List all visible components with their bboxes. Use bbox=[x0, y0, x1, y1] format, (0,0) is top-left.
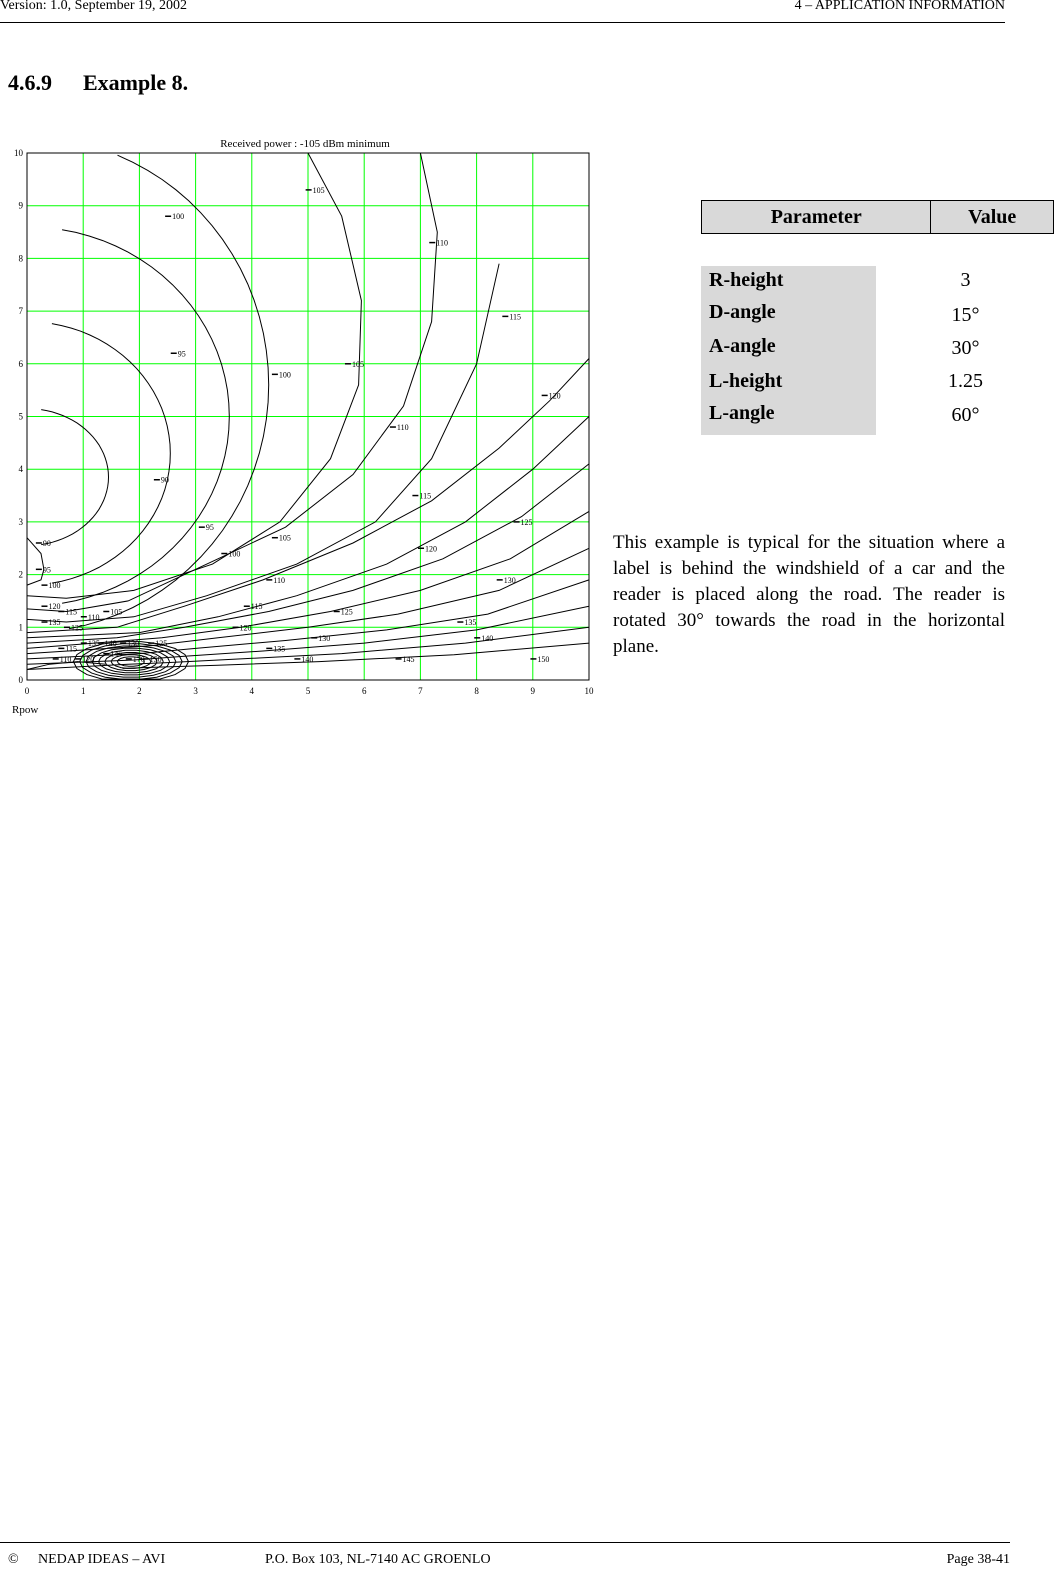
page-header bbox=[0, 0, 1005, 23]
param-value: 15° bbox=[951, 304, 980, 326]
x-tick-label: 9 bbox=[530, 686, 536, 696]
contour-label: 120 bbox=[82, 654, 95, 664]
contour-label: 100 bbox=[278, 370, 291, 380]
contour-line bbox=[41, 410, 108, 545]
contour-label: 115 bbox=[65, 644, 78, 654]
y-tick-label: 6 bbox=[18, 358, 23, 369]
contour-label: 105 bbox=[351, 359, 364, 369]
contour-label: 135 bbox=[48, 618, 61, 628]
contour-label: 105 bbox=[278, 533, 291, 543]
chart-grid bbox=[27, 153, 589, 680]
y-tick-label: 8 bbox=[18, 253, 23, 264]
y-tick-label: 0 bbox=[18, 675, 23, 685]
param-row bbox=[701, 332, 1054, 364]
param-value: 1.25 bbox=[948, 370, 983, 392]
param-value: 3 bbox=[960, 269, 971, 291]
contour-label: 90 bbox=[42, 538, 51, 548]
y-tick-label: 1 bbox=[18, 622, 23, 633]
contour-label: 100 bbox=[172, 212, 185, 222]
contour-label: 140 bbox=[481, 633, 494, 643]
x-tick-label: 10 bbox=[584, 686, 594, 696]
contour-label: 105 bbox=[110, 607, 123, 617]
contour-label: 90 bbox=[160, 475, 169, 485]
contour-label: 125 bbox=[340, 607, 353, 617]
param-name: R-height bbox=[701, 266, 876, 298]
param-row bbox=[701, 398, 1054, 435]
contour-label: 145 bbox=[110, 649, 123, 659]
chart-title: Received power : -105 dBm minimum bbox=[220, 138, 390, 150]
x-tick-label: 4 bbox=[249, 686, 255, 696]
contour-chart bbox=[0, 130, 600, 720]
contour-label: 110 bbox=[273, 575, 285, 585]
x-tick-label: 0 bbox=[24, 686, 30, 696]
footer-page: Page 38-41 bbox=[946, 1552, 1010, 1567]
param-value: 30° bbox=[951, 337, 980, 359]
y-tick-label: 7 bbox=[18, 306, 23, 317]
contour-label: 115 bbox=[509, 312, 522, 322]
x-tick-label: 8 bbox=[474, 686, 479, 696]
description-paragraph: This example is typical for the situation where a label is behind the windshield of a car and the reader is placed along the road. The reader is rotated 30° towards the road in the horizontal plane. bbox=[613, 532, 1005, 657]
x-tick-label: 2 bbox=[137, 686, 142, 696]
param-row bbox=[701, 364, 1054, 398]
page-footer bbox=[0, 1542, 1010, 1578]
contour-label: 150 bbox=[149, 654, 162, 664]
y-tick-label: 10 bbox=[14, 148, 23, 158]
contour-label: 105 bbox=[312, 185, 325, 195]
contour-label: 145 bbox=[402, 654, 415, 664]
parameter-table bbox=[701, 200, 1054, 234]
contour-label: 130 bbox=[127, 639, 140, 649]
contour-label: 110 bbox=[396, 423, 409, 433]
x-tick-label: 6 bbox=[361, 686, 367, 696]
col-header-value: Value bbox=[931, 201, 1054, 234]
param-name: L-height bbox=[701, 364, 876, 398]
x-tick-label: 7 bbox=[418, 686, 423, 696]
header-version: Version: 1.0, September 19, 2002 bbox=[0, 0, 188, 13]
x-tick-label: 3 bbox=[193, 686, 198, 696]
section-title: Example 8. bbox=[83, 70, 189, 95]
contour-label: 120 bbox=[425, 544, 438, 554]
y-tick-label: 5 bbox=[18, 411, 23, 422]
y-tick-label: 3 bbox=[18, 516, 23, 527]
section-number: 4.6.9 bbox=[8, 70, 52, 95]
contour-label: 135 bbox=[273, 644, 286, 654]
y-tick-label: 2 bbox=[18, 569, 23, 580]
contour-label: 135 bbox=[464, 618, 477, 628]
x-tick-label: 1 bbox=[80, 686, 86, 696]
param-name: A-angle bbox=[701, 332, 876, 364]
contour-label: 135 bbox=[87, 639, 100, 649]
contour-line bbox=[52, 324, 170, 583]
param-row bbox=[701, 266, 1054, 298]
contour-label: 100 bbox=[228, 549, 241, 559]
param-name: L-angle bbox=[701, 398, 876, 435]
contour-line bbox=[27, 153, 437, 612]
contour-label: 95 bbox=[205, 523, 214, 533]
contour-label: 130 bbox=[503, 575, 516, 585]
contour-label: 100 bbox=[48, 581, 61, 591]
contour-label: 120 bbox=[548, 391, 561, 401]
x-tick-label: 5 bbox=[305, 686, 311, 696]
param-row bbox=[701, 298, 1054, 332]
contour-label: 125 bbox=[70, 623, 83, 633]
contour-label: 120 bbox=[239, 623, 252, 633]
contour-label: 125 bbox=[520, 517, 533, 527]
contour-label: 110 bbox=[59, 654, 72, 664]
x-axis-label: Rpow bbox=[12, 704, 39, 716]
contour-label: 115 bbox=[419, 491, 432, 501]
section-heading bbox=[8, 70, 188, 96]
contour-label: 170 bbox=[132, 654, 145, 664]
y-tick-label: 4 bbox=[18, 464, 23, 475]
contour-label: 115 bbox=[250, 602, 263, 612]
header-section: 4 – APPLICATION INFORMATION bbox=[794, 0, 1005, 13]
contour-label: 110 bbox=[87, 612, 100, 622]
contour-label: 95 bbox=[177, 349, 186, 359]
contour-label: 150 bbox=[537, 654, 550, 664]
axis-ticks bbox=[14, 148, 594, 696]
contour-label: 125 bbox=[155, 639, 168, 649]
contour-label: 140 bbox=[301, 654, 314, 664]
col-header-parameter: Parameter bbox=[702, 201, 931, 234]
contour-label: 140 bbox=[104, 639, 117, 649]
contour-label: 120 bbox=[48, 602, 61, 612]
contour-label: 115 bbox=[65, 607, 78, 617]
copyright-symbol: © bbox=[8, 1552, 19, 1567]
contour-label: 110 bbox=[436, 238, 448, 248]
contour-label: 95 bbox=[42, 565, 51, 575]
y-tick-label: 9 bbox=[18, 200, 23, 211]
param-name: D-angle bbox=[701, 298, 876, 332]
param-value: 60° bbox=[951, 404, 980, 426]
footer-address: P.O. Box 103, NL-7140 AC GROENLO bbox=[265, 1552, 491, 1567]
contour-label: 130 bbox=[318, 633, 331, 643]
footer-company: NEDAP IDEAS – AVI bbox=[38, 1552, 166, 1567]
